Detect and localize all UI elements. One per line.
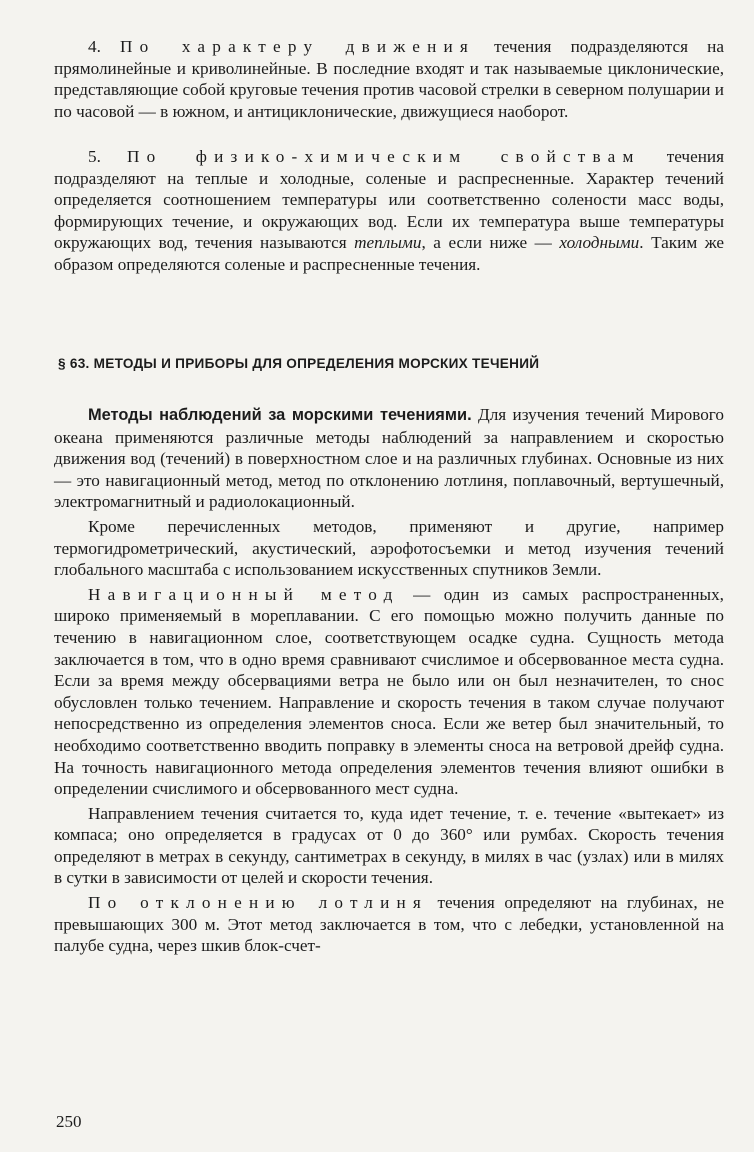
paragraph-navigation-method	[54, 584, 724, 800]
paragraph-text: течения подразделяют на теплые и холодные, соленые и распресненные. Характер течений определяется соотношением температуры или соответственно солености масс воды, формирующих течение, и окружающих вод. Если их температура выше температуры окружающих вод, течения называются	[54, 147, 725, 253]
spaced-term: По характеру движения	[120, 37, 476, 56]
spaced-term: Навигационный метод	[88, 584, 400, 604]
paragraph-text: , а если ниже —	[421, 233, 560, 253]
item-number: 5.	[88, 147, 127, 166]
page-number: 250	[56, 1112, 82, 1131]
paragraph-lotline	[54, 892, 724, 957]
bold-lead: Методы наблюдений за морскими течениями.	[88, 406, 472, 424]
section-body	[54, 404, 724, 957]
paragraph-text: . Таким же образом определяются соленые и распресненные течения.	[54, 233, 725, 274]
paragraph-text: Для изучения течений Мирового океана применяются различные методы наблюдений за направлением и скоростью движения вод (течений) в поверхностном слое и на различных глубинах. Основные из них — это навигационный метод, метод по отклонению лотлиня, поплавочный, вертушечный, электромагнитный и радиолокационный.	[54, 405, 724, 512]
section-heading: § 63. МЕТОДЫ И ПРИБОРЫ ДЛЯ ОПРЕДЕЛЕНИЯ МОРСКИХ ТЕЧЕНИЙ	[58, 356, 540, 371]
paragraph-4	[54, 36, 724, 122]
italic-term: холодными	[559, 233, 640, 253]
spaced-term: По физико-химическим свойствам	[127, 147, 641, 166]
paragraph-5	[54, 146, 724, 276]
paragraph-direction: Направлением течения считается то, куда идет течение, т. е. течение «вытекает» из компаса; оно определяется в градусах от 0 до 360° или румбах. Скорость течения определяют в метрах в секунду, сантиметрах в секунду, в милях в час (узлах) или в милях в сутки в зависимости от целей и скорости течения.	[54, 803, 724, 888]
italic-term: теплыми	[354, 233, 422, 253]
spaced-term: По отклонению лотлиня	[88, 893, 429, 913]
paragraph-text: течения подразделяются на прямолинейные и криволинейные. В последние входят и так называемые циклонические, представляющие собой круговые течения против часовой стрелки в северном полушарии и по часовой — в южном, и антициклонические, движущиеся наоборот.	[54, 37, 724, 121]
paragraph-methods	[54, 404, 724, 513]
paragraph-text: течения определяют на глубинах, не превышающих 300 м. Этот метод заключается в том, что с лебедки, установленной на палубе судна, через шкив блок-счет-	[54, 893, 724, 956]
paragraph-text: — один из самых распространенных, широко применяемый в мореплавании. С его помощью можно получить данные по течению в навигационном слое, соответствующем осадке судна. Сущность метода заключается в том, что в одно время сравнивают счислимое и обсервованное места судна. Если за время между обсервациями ветра не было или он был незначителен, то снос обусловлен только течением. Направление и скорость течения в таком случае получают непосредственно из определения элементов сноса. Если же ветер был значительный, то необходимо соответственно вводить поправку в элементы сноса на ветровой дрейф судна. На точность навигационного метода определения элементов течения влияют ошибки в определении счислимого и обсервованного мест судна.	[54, 584, 724, 799]
paragraph-other-methods: Кроме перечисленных методов, применяют и другие, например термогидрометрический, акустический, аэрофотосъемки и метод изучения течений глобального масштаба с использованием искусственных спутников Земли.	[54, 516, 724, 580]
item-number: 4.	[88, 37, 121, 56]
